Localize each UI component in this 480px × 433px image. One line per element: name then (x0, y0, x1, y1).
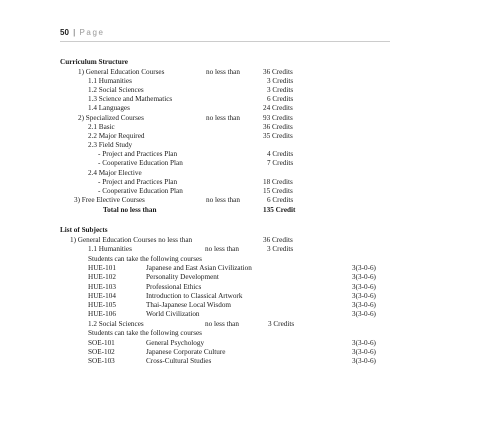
course-code: HUE-101 (88, 264, 116, 272)
course-units: 3(3-0-6) (352, 310, 376, 318)
course-units: 3(3-0-6) (352, 357, 376, 365)
los-humanities-note: Students can take the following courses (88, 255, 202, 263)
course-code: SOE-101 (88, 339, 115, 347)
cs-total-credits: 135 Credit (263, 206, 296, 214)
cs-credits: 15 Credits (263, 187, 293, 195)
course-title: Personality Development (146, 273, 219, 281)
cs-total-label: Total no less than (103, 206, 157, 214)
los-general-credits: 36 Credits (263, 236, 293, 244)
los-humanities-credits: 3 Credits (267, 245, 294, 253)
course-units: 3(3-0-6) (352, 273, 376, 281)
course-title: Introduction to Classical Artwork (146, 292, 243, 300)
los-social-credits: 3 Credits (268, 320, 295, 328)
cs-label: - Cooperative Education Plan (98, 187, 183, 195)
page-header (60, 28, 105, 37)
los-general-line: 1) General Education Courses no less than (70, 236, 193, 244)
course-code: HUE-103 (88, 283, 116, 291)
cs-credits: 18 Credits (263, 178, 293, 186)
page-word: Page (79, 28, 105, 37)
los-humanities-qual: no less than (205, 245, 239, 253)
course-units: 3(3-0-6) (352, 292, 376, 300)
cs-credits: 35 Credits (263, 132, 293, 140)
cs-label: 2.1 Basic (88, 123, 115, 131)
course-units: 3(3-0-6) (352, 339, 376, 347)
subjects-heading: List of Subjects (60, 226, 108, 234)
cs-label: 3) Free Elective Courses (74, 196, 145, 204)
cs-credits: 3 Credits (267, 77, 294, 85)
cs-label: 1.3 Science and Mathematics (88, 95, 173, 103)
cs-credits: 36 Credits (263, 123, 293, 131)
cs-label: 2.3 Field Study (88, 141, 133, 149)
course-title: Cross-Cultural Studies (146, 357, 212, 365)
cs-credits: 3 Credits (267, 86, 294, 94)
cs-credits: 7 Credits (267, 159, 294, 167)
cs-label: 2.2 Major Required (88, 132, 145, 140)
cs-credits: 93 Credits (263, 114, 293, 122)
course-units: 3(3-0-6) (352, 301, 376, 309)
los-social-qual: no less than (205, 320, 239, 328)
course-code: HUE-104 (88, 292, 116, 300)
cs-label: - Cooperative Education Plan (98, 159, 183, 167)
cs-credits: 36 Credits (263, 68, 293, 76)
curriculum-heading: Curriculum Structure (60, 58, 128, 66)
cs-label: 1) General Education Courses (78, 68, 165, 76)
cs-label: 1.2 Social Sciences (88, 86, 144, 94)
cs-credits: 4 Credits (267, 150, 294, 158)
course-code: SOE-102 (88, 348, 115, 356)
cs-label: - Project and Practices Plan (98, 150, 178, 158)
course-title: World Civilization (146, 310, 200, 318)
header-rule (60, 41, 390, 42)
cs-credits: 6 Credits (267, 196, 294, 204)
los-social-note: Students can take the following courses (88, 329, 202, 337)
cs-qual: no less than (206, 114, 240, 122)
course-units: 3(3-0-6) (352, 264, 376, 272)
page-number: 50 (60, 28, 69, 37)
course-title: Professional Ethics (146, 283, 202, 291)
course-units: 3(3-0-6) (352, 348, 376, 356)
cs-label: 2) Specialized Courses (78, 114, 144, 122)
course-units: 3(3-0-6) (352, 283, 376, 291)
course-code: SOE-103 (88, 357, 115, 365)
cs-qual: no less than (206, 196, 240, 204)
cs-qual: no less than (206, 68, 240, 76)
cs-label: 2.4 Major Elective (88, 169, 142, 177)
course-title: Thai-Japanese Local Wisdom (146, 301, 231, 309)
course-title: Japanese Corporate Culture (146, 348, 226, 356)
cs-label: 1.1 Humanities (88, 77, 132, 85)
course-title: General Psychology (146, 339, 205, 347)
los-humanities-label: 1.1 Humanities (88, 245, 132, 253)
los-social-label: 1.2 Social Sciences (88, 320, 144, 328)
header-separator: | (73, 28, 76, 37)
course-code: HUE-105 (88, 301, 116, 309)
cs-credits: 6 Credits (267, 95, 294, 103)
cs-credits: 24 Credits (263, 104, 293, 112)
cs-label: 1.4 Languages (88, 104, 130, 112)
cs-label: - Project and Practices Plan (98, 178, 178, 186)
course-code: HUE-102 (88, 273, 116, 281)
course-code: HUE-106 (88, 310, 116, 318)
course-title: Japanese and East Asian Civilization (146, 264, 252, 272)
